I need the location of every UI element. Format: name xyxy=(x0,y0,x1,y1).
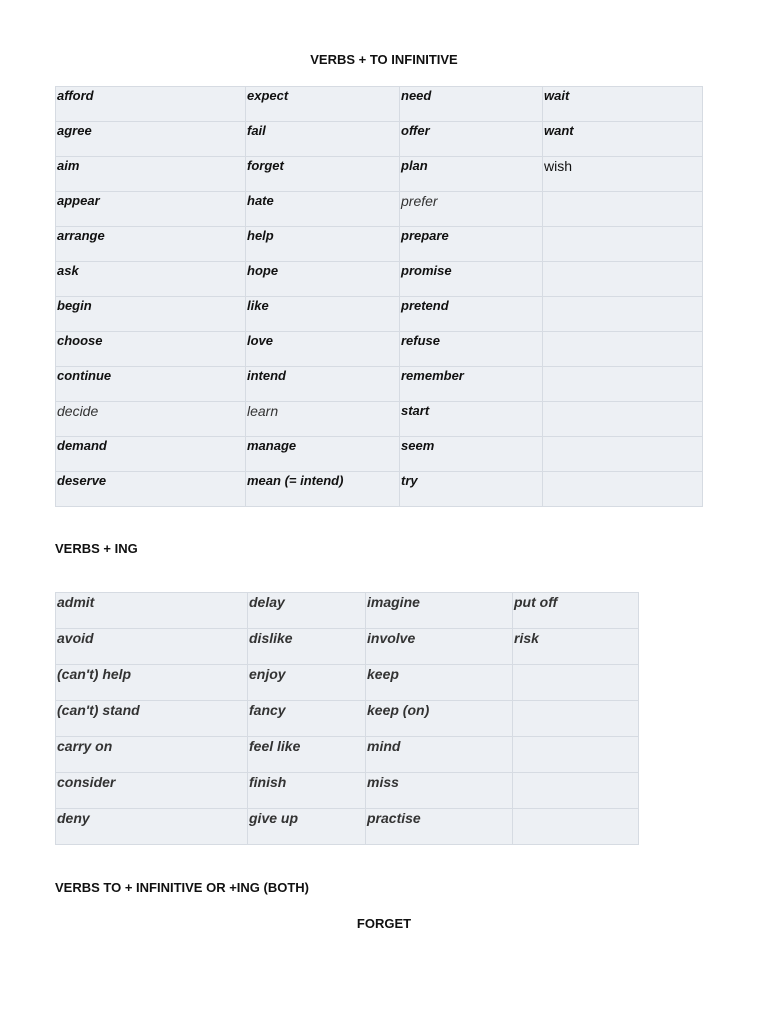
table-cell: put off xyxy=(513,593,639,629)
table-cell xyxy=(543,472,703,507)
table-cell: carry on xyxy=(56,737,248,773)
table-row xyxy=(56,157,703,192)
table-row xyxy=(56,297,703,332)
table-cell: aim xyxy=(56,157,246,192)
table-cell: want xyxy=(543,122,703,157)
table-cell: hope xyxy=(246,262,400,297)
table-cell: imagine xyxy=(366,593,513,629)
table-cell: mind xyxy=(366,737,513,773)
table-cell: seem xyxy=(400,437,543,472)
table-cell xyxy=(513,701,639,737)
table-cell: remember xyxy=(400,367,543,402)
table-cell xyxy=(543,332,703,367)
table-row xyxy=(56,737,639,773)
table-cell: love xyxy=(246,332,400,367)
table-cell: help xyxy=(246,227,400,262)
table-cell: wish xyxy=(543,157,703,192)
page-title: VERBS + TO INFINITIVE xyxy=(310,52,458,67)
table-cell: begin xyxy=(56,297,246,332)
section-heading: VERBS TO + INFINITIVE OR +ING (BOTH) xyxy=(55,880,310,895)
table-row xyxy=(56,437,703,472)
table-cell: mean (= intend) xyxy=(246,472,400,507)
table-cell: plan xyxy=(400,157,543,192)
table-cell xyxy=(513,773,639,809)
table-cell xyxy=(513,809,639,845)
table-cell: risk xyxy=(513,629,639,665)
table-cell: ask xyxy=(56,262,246,297)
table-row xyxy=(56,773,639,809)
table-row xyxy=(56,402,703,437)
ing-verbs-table xyxy=(55,592,639,845)
table-cell: prefer xyxy=(400,192,543,227)
table-cell: feel like xyxy=(248,737,366,773)
table-cell: enjoy xyxy=(248,665,366,701)
table-cell: arrange xyxy=(56,227,246,262)
table-row xyxy=(56,332,703,367)
table-row xyxy=(56,192,703,227)
table-row xyxy=(56,809,639,845)
table-cell xyxy=(543,437,703,472)
table-row xyxy=(56,472,703,507)
table-cell: deserve xyxy=(56,472,246,507)
table-cell: need xyxy=(400,87,543,122)
table-cell: consider xyxy=(56,773,248,809)
table-cell: expect xyxy=(246,87,400,122)
table-cell: appear xyxy=(56,192,246,227)
table-cell: fail xyxy=(246,122,400,157)
to-infinitive-table xyxy=(55,86,703,507)
table-row xyxy=(56,665,639,701)
table-cell: start xyxy=(400,402,543,437)
table-cell xyxy=(513,737,639,773)
table-cell: finish xyxy=(248,773,366,809)
table-cell: wait xyxy=(543,87,703,122)
table-cell: like xyxy=(246,297,400,332)
table-cell: afford xyxy=(56,87,246,122)
table-cell: try xyxy=(400,472,543,507)
table-row xyxy=(56,87,703,122)
table-cell xyxy=(543,402,703,437)
table-cell: pretend xyxy=(400,297,543,332)
table-cell xyxy=(543,367,703,402)
table-cell: decide xyxy=(56,402,246,437)
table-cell: deny xyxy=(56,809,248,845)
table-cell: demand xyxy=(56,437,246,472)
table-cell xyxy=(543,262,703,297)
table-row xyxy=(56,701,639,737)
table-cell: (can't) help xyxy=(56,665,248,701)
table-row xyxy=(56,227,703,262)
table-cell xyxy=(543,297,703,332)
table-row xyxy=(56,593,639,629)
table-cell: agree xyxy=(56,122,246,157)
table-row xyxy=(56,122,703,157)
table-cell: admit xyxy=(56,593,248,629)
table-cell: fancy xyxy=(248,701,366,737)
table-cell: avoid xyxy=(56,629,248,665)
table-row xyxy=(56,629,639,665)
table-cell: intend xyxy=(246,367,400,402)
table-cell xyxy=(543,227,703,262)
table-cell: learn xyxy=(246,402,400,437)
sub-heading: FORGET xyxy=(356,916,412,931)
table-cell: keep xyxy=(366,665,513,701)
table-cell: prepare xyxy=(400,227,543,262)
table-cell xyxy=(513,665,639,701)
table-cell: miss xyxy=(366,773,513,809)
table-cell: hate xyxy=(246,192,400,227)
table-cell: practise xyxy=(366,809,513,845)
table-cell: promise xyxy=(400,262,543,297)
table-cell: keep (on) xyxy=(366,701,513,737)
table-cell: manage xyxy=(246,437,400,472)
table-cell: choose xyxy=(56,332,246,367)
table-cell: delay xyxy=(248,593,366,629)
table-cell: offer xyxy=(400,122,543,157)
table-cell: give up xyxy=(248,809,366,845)
table-cell: continue xyxy=(56,367,246,402)
table-cell: involve xyxy=(366,629,513,665)
section-heading: VERBS + ING xyxy=(55,541,138,556)
table-cell xyxy=(543,192,703,227)
table-cell: (can't) stand xyxy=(56,701,248,737)
table-cell: dislike xyxy=(248,629,366,665)
table-row xyxy=(56,262,703,297)
table-cell: forget xyxy=(246,157,400,192)
table-cell: refuse xyxy=(400,332,543,367)
table-row xyxy=(56,367,703,402)
